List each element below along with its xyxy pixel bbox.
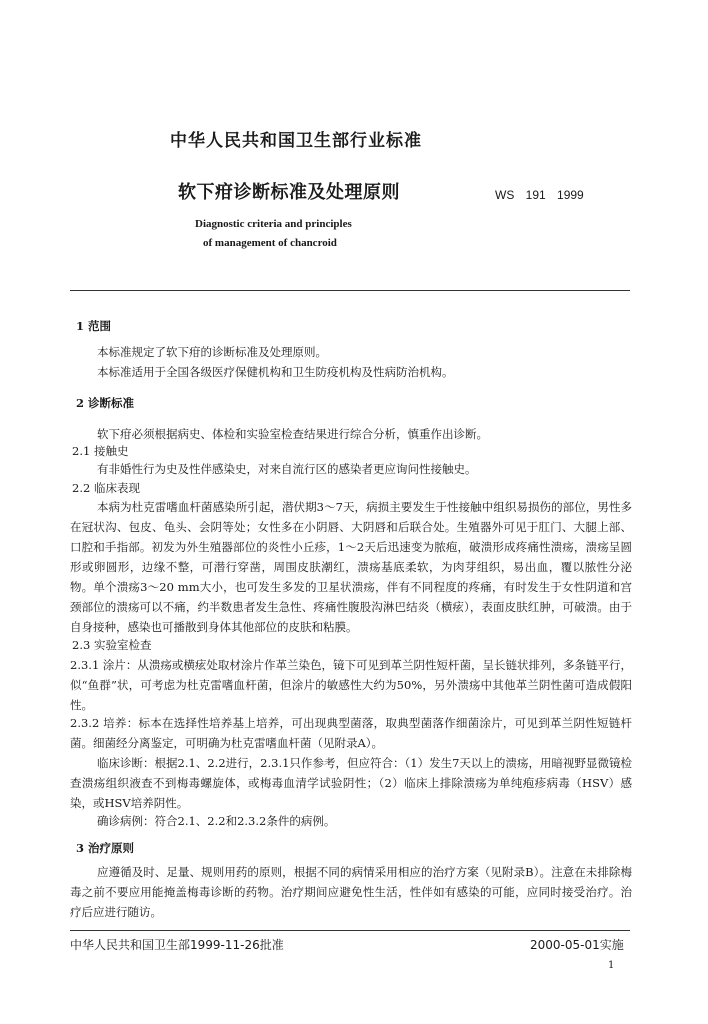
- section-2-2-heading: 2.2 临床表现: [72, 481, 140, 495]
- section-2-2-paragraph: 本病为杜克雷嗜血杆菌感染所引起，潜伏期3～7天，病损主要发生于性接触中组织易损伤的部位，男性多在冠状沟、包皮、龟头、会阴等处；女性多在小阴唇、大阴唇和后联合处。生殖器外可见于肛门、大腿上部、口腔和手指部。初发为外生殖器部位的炎性小丘疹，1～2天后迅速变为脓疱，破溃形成疼痛性溃疡，溃疡呈圆形或卵圆形，边缘不整，可潜行穿凿，周围皮肤潮红，溃疡基底柔软，为肉芽组织，易出血，覆以脓性分泌物。单个溃疡3～20 mm大小，也可发生多发的卫星状溃疡，伴有不同程度的疼痛，有时发生于女性阴道和宫颈部位的溃疡可以不痛，约半数患者发生急性、疼痛性腹股沟淋巴结炎（横痃），表面皮肤红肿，可破溃。由于自身接种，感染也可播散到身体其他部位的皮肤和粘膜。: [70, 500, 632, 634]
- page-number: 1: [608, 960, 615, 971]
- section-2-paragraph-1: 软下疳必须根据病史、体检和实验室检查结果进行综合分析，慎重作出诊断。: [97, 427, 488, 441]
- confirmed-case-paragraph: 确诊病例：符合2.1、2.2和2.3.2条件的病例。: [97, 814, 336, 828]
- header-divider: [70, 290, 630, 291]
- section-3-paragraph: 应遵循及时、足量、规则用药的原则，根据不同的病情采用相应的治疗方案（见附录B）。注意在未排除梅毒之前不要应用能掩盖梅毒诊断的药物。治疗期间应避免性生活，性伴如有感染的可能，应同时接受治疗。治疗后应进行随访。: [70, 865, 632, 919]
- document-title-en-line1: Diagnostic criteria and principles: [195, 218, 352, 230]
- section-1-paragraph-1: 本标准规定了软下疳的诊断标准及处理原则。: [97, 345, 327, 359]
- ministry-title: 中华人民共和国卫生部行业标准: [170, 131, 422, 151]
- section-2-1-paragraph: 有非婚性行为史及性伴感染史，对来自流行区的感染者更应询问性接触史。: [97, 462, 477, 476]
- document-title-en-line2: of management of chancroid: [203, 237, 337, 249]
- clinical-diagnosis-paragraph: 临床诊断：根据2.1、2.2进行，2.3.1只作参考，但应符合：（1）发生7天以上的溃疡，用暗视野显微镜检查溃疡组织液查不到梅毒螺旋体，或梅毒血清学试验阴性；（2）临床上排除溃疡为单纯疱疹病毒（HSV）感染，或HSV培养阴性。: [70, 756, 632, 810]
- section-2-3-2-paragraph: 2.3.2 培养：标本在选择性培养基上培养，可出现典型菌落，取典型菌落作细菌涂片，可见到革兰阴性短链杆菌。细菌经分离鉴定，可明确为杜克雷嗜血杆菌（见附录A）。: [70, 716, 632, 750]
- approval-date: 中华人民共和国卫生部1999-11-26批准: [70, 938, 284, 952]
- section-2-1-heading: 2.1 接触史: [72, 444, 129, 458]
- footer-divider: [70, 930, 630, 931]
- implementation-date: 2000-05-01实施: [530, 938, 624, 952]
- section-3-heading: 3 治疗原则: [76, 841, 135, 855]
- document-title-cn: 软下疳诊断标准及处理原则: [178, 182, 400, 203]
- section-2-heading: 2 诊断标准: [76, 396, 135, 410]
- section-2-3-heading: 2.3 实验室检查: [72, 638, 152, 652]
- section-1-paragraph-2: 本标准适用于全国各级医疗保健机构和卫生防疫机构及性病防治机构。: [97, 365, 454, 379]
- section-2-3-1-paragraph: 2.3.1 涂片：从溃疡或横痃处取材涂片作革兰染色，镜下可见到革兰阴性短杆菌，呈长链状排列，多条链平行，似“鱼群”状，可考虑为杜克雷嗜血杆菌，但涂片的敏感性大约为50%，另外溃疡中其他革兰阴性菌可造成假阳性。: [70, 658, 632, 712]
- section-1-heading: 1 范围: [76, 319, 112, 333]
- standard-code: WS 191 1999: [495, 188, 584, 202]
